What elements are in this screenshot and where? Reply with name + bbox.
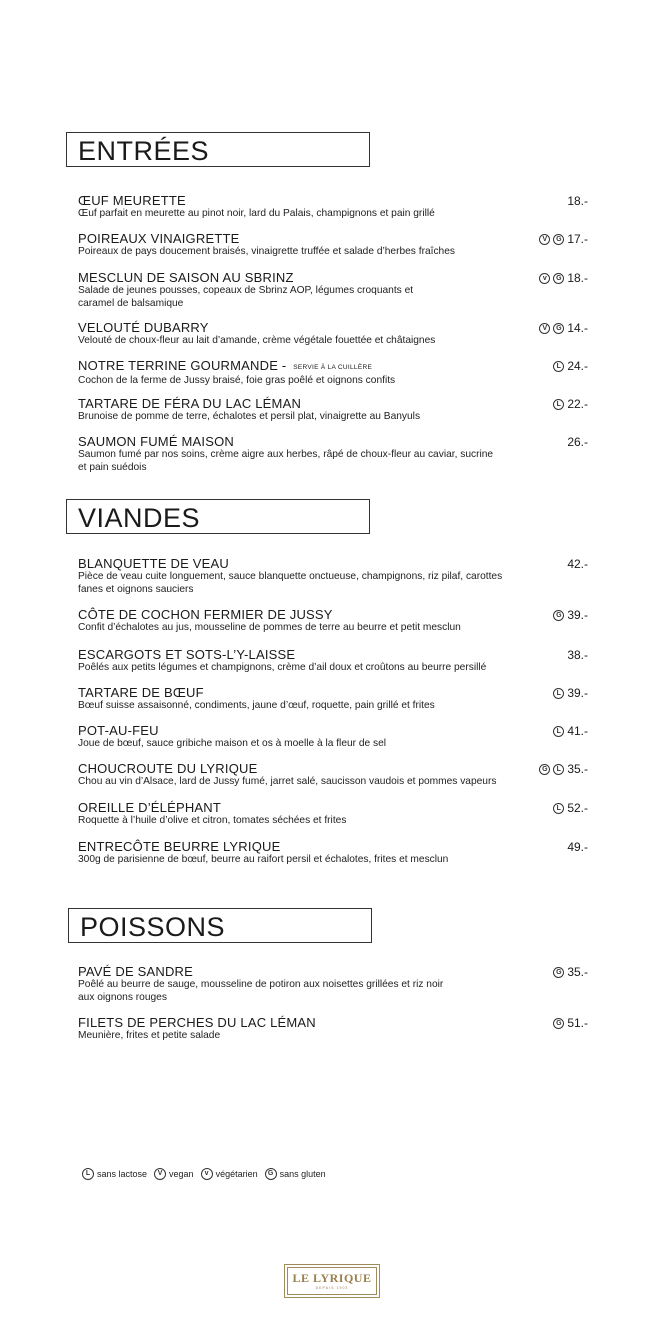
item-description: Bœuf suisse assaisonné, condiments, jaune d’œuf, roquette, pain grillé et frites (78, 700, 435, 711)
menu-item (78, 194, 588, 221)
item-name: BLANQUETTE DE VEAU (78, 556, 229, 571)
section-title-poissons (68, 908, 372, 943)
gluten-free-icon: G (553, 1018, 564, 1029)
item-price: 39.- (567, 686, 588, 700)
item-description: Saumon fumé par nos soins, crème aigre aux herbes, râpé de choux-fleur au caviar, sucrine et pain suédois (78, 449, 494, 473)
lactose-free-icon: L (82, 1168, 94, 1180)
item-name: VELOUTÉ DUBARRY (78, 320, 209, 335)
item-price: 18.- (567, 271, 588, 285)
item-name: ESCARGOTS ET SOTS-L’Y-LAISSE (78, 647, 296, 662)
menu-item (78, 232, 588, 259)
item-description: Pièce de veau cuite longuement, sauce blanquette onctueuse, champignons, riz pilaf, carottes fanes et oignons sauciers (78, 571, 503, 595)
dietary-legend (82, 1168, 330, 1180)
item-name: POT-AU-FEU (78, 723, 159, 738)
menu-item (78, 840, 588, 867)
item-description: Poêlés aux petits légumes et champignons, crème d’ail doux et croûtons au beurre persillé (78, 662, 487, 673)
item-name: ENTRECÔTE BEURRE LYRIQUE (78, 839, 281, 854)
menu-item (78, 271, 588, 309)
item-price: 35.- (567, 965, 588, 979)
item-price: 49.- (567, 840, 588, 854)
item-price: 52.- (567, 801, 588, 815)
vegan-icon: V (539, 234, 550, 245)
item-name: CÔTE DE COCHON FERMIER DE JUSSY (78, 607, 333, 622)
gluten-free-icon: G (553, 610, 564, 621)
menu-item (78, 359, 588, 388)
item-description: Brunoise de pomme de terre, échalotes et persil plat, vinaigrette au Banyuls (78, 411, 421, 422)
item-description: Cochon de la ferme de Jussy braisé, foie gras poêlé et oignons confits (78, 375, 396, 386)
section-title-text: POISSONS (80, 912, 226, 942)
lactose-free-icon: L (553, 726, 564, 737)
item-price: 26.- (567, 435, 588, 449)
item-description: Œuf parfait en meurette au pinot noir, lard du Palais, champignons et pain grillé (78, 208, 435, 219)
item-name: OREILLE D’ÉLÉPHANT (78, 800, 222, 815)
item-price: 42.- (567, 557, 588, 571)
item-name: POIREAUX VINAIGRETTE (78, 231, 240, 246)
lactose-free-icon: L (553, 764, 564, 775)
menu-item (78, 724, 588, 751)
item-name: FILETS DE PERCHES DU LAC LÉMAN (78, 1015, 316, 1030)
item-price: 41.- (567, 724, 588, 738)
section-title-text: ENTRÉES (78, 136, 210, 166)
vegan-icon: V (539, 323, 550, 334)
item-price: 22.- (567, 397, 588, 411)
gluten-free-icon: G (539, 764, 550, 775)
menu-item (78, 686, 588, 713)
section-title-text: VIANDES (78, 503, 201, 533)
item-description: Poireaux de pays doucement braisés, vinaigrette truffée et salade d’herbes fraîches (78, 246, 455, 257)
item-description: Chou au vin d’Alsace, lard de Jussy fumé, jarret salé, saucisson vaudois et pommes vapeurs (78, 776, 497, 787)
restaurant-logo (284, 1264, 380, 1298)
item-note: SERVIE À LA CUILLÈRE (293, 364, 373, 371)
section-title-viandes (66, 499, 370, 534)
item-name-text: NOTRE TERRINE GOURMANDE - (78, 358, 291, 373)
section-title-entrees (66, 132, 370, 167)
lactose-free-icon: L (553, 688, 564, 699)
item-price: 24.- (567, 359, 588, 373)
item-name: MESCLUN DE SAISON AU SBRINZ (78, 270, 294, 285)
item-price: 17.- (567, 232, 588, 246)
menu-item (78, 608, 588, 635)
menu-item (78, 1016, 588, 1043)
legend-vegan-label: vegan (169, 1169, 194, 1179)
item-price: 14.- (567, 321, 588, 335)
lactose-free-icon: L (553, 399, 564, 410)
lactose-free-icon: L (553, 361, 564, 372)
legend-vegetarian-label: végétarien (215, 1169, 258, 1179)
item-price: 35.- (567, 762, 588, 776)
item-name (78, 359, 588, 375)
item-price: 51.- (567, 1016, 588, 1030)
gluten-free-icon: G (553, 234, 564, 245)
item-name: SAUMON FUMÉ MAISON (78, 434, 234, 449)
item-price: 39.- (567, 608, 588, 622)
item-name: CHOUCROUTE DU LYRIQUE (78, 761, 258, 776)
item-description: 300g de parisienne de bœuf, beurre au raifort persil et échalotes, frites et mesclun (78, 854, 449, 865)
item-name: ŒUF MEURETTE (78, 193, 186, 208)
item-name: TARTARE DE FÉRA DU LAC LÉMAN (78, 396, 302, 411)
item-name: TARTARE DE BŒUF (78, 685, 204, 700)
legend-gluten-label: sans gluten (279, 1169, 326, 1179)
item-description: Salade de jeunes pousses, copeaux de Sbrinz AOP, légumes croquants et caramel de balsamique (78, 285, 414, 309)
item-price: 18.- (567, 194, 588, 208)
menu-item (78, 321, 588, 348)
menu-item (78, 397, 588, 424)
menu-item (78, 801, 588, 828)
logo-text: LE LYRIQUE (292, 1271, 372, 1285)
item-description: Roquette à l’huile d’olive et citron, tomates séchées et frites (78, 815, 347, 826)
menu-item (78, 965, 588, 1004)
lactose-free-icon: L (553, 803, 564, 814)
menu-item (78, 648, 588, 675)
item-description: Joue de bœuf, sauce gribiche maison et os à moelle à la fleur de sel (78, 738, 387, 749)
gluten-free-icon: G (553, 323, 564, 334)
item-description: Velouté de choux-fleur au lait d’amande, crème végétale fouettée et châtaignes (78, 335, 436, 346)
gluten-free-icon: G (553, 273, 564, 284)
menu-item (78, 435, 588, 474)
item-name: PAVÉ DE SANDRE (78, 964, 194, 979)
legend-lactose-label: sans lactose (97, 1169, 148, 1179)
item-description: Meunière, frites et petite salade (78, 1030, 221, 1041)
vegan-icon: V (154, 1168, 166, 1180)
vegetarian-icon: v (539, 273, 550, 284)
logo-subtext: DEPUIS 1903 (315, 1286, 349, 1290)
gluten-free-icon: G (265, 1168, 277, 1180)
item-description: Confit d’échalotes au jus, mousseline de pommes de terre au beurre et petit mesclun (78, 622, 461, 633)
item-description: Poêlé au beurre de sauge, mousseline de potiron aux noisettes grillées et riz noir aux oignons rouges (78, 979, 444, 1003)
menu-item (78, 762, 588, 789)
gluten-free-icon: G (553, 967, 564, 978)
vegetarian-icon: v (201, 1168, 213, 1180)
item-price: 38.- (567, 648, 588, 662)
menu-item (78, 557, 588, 596)
